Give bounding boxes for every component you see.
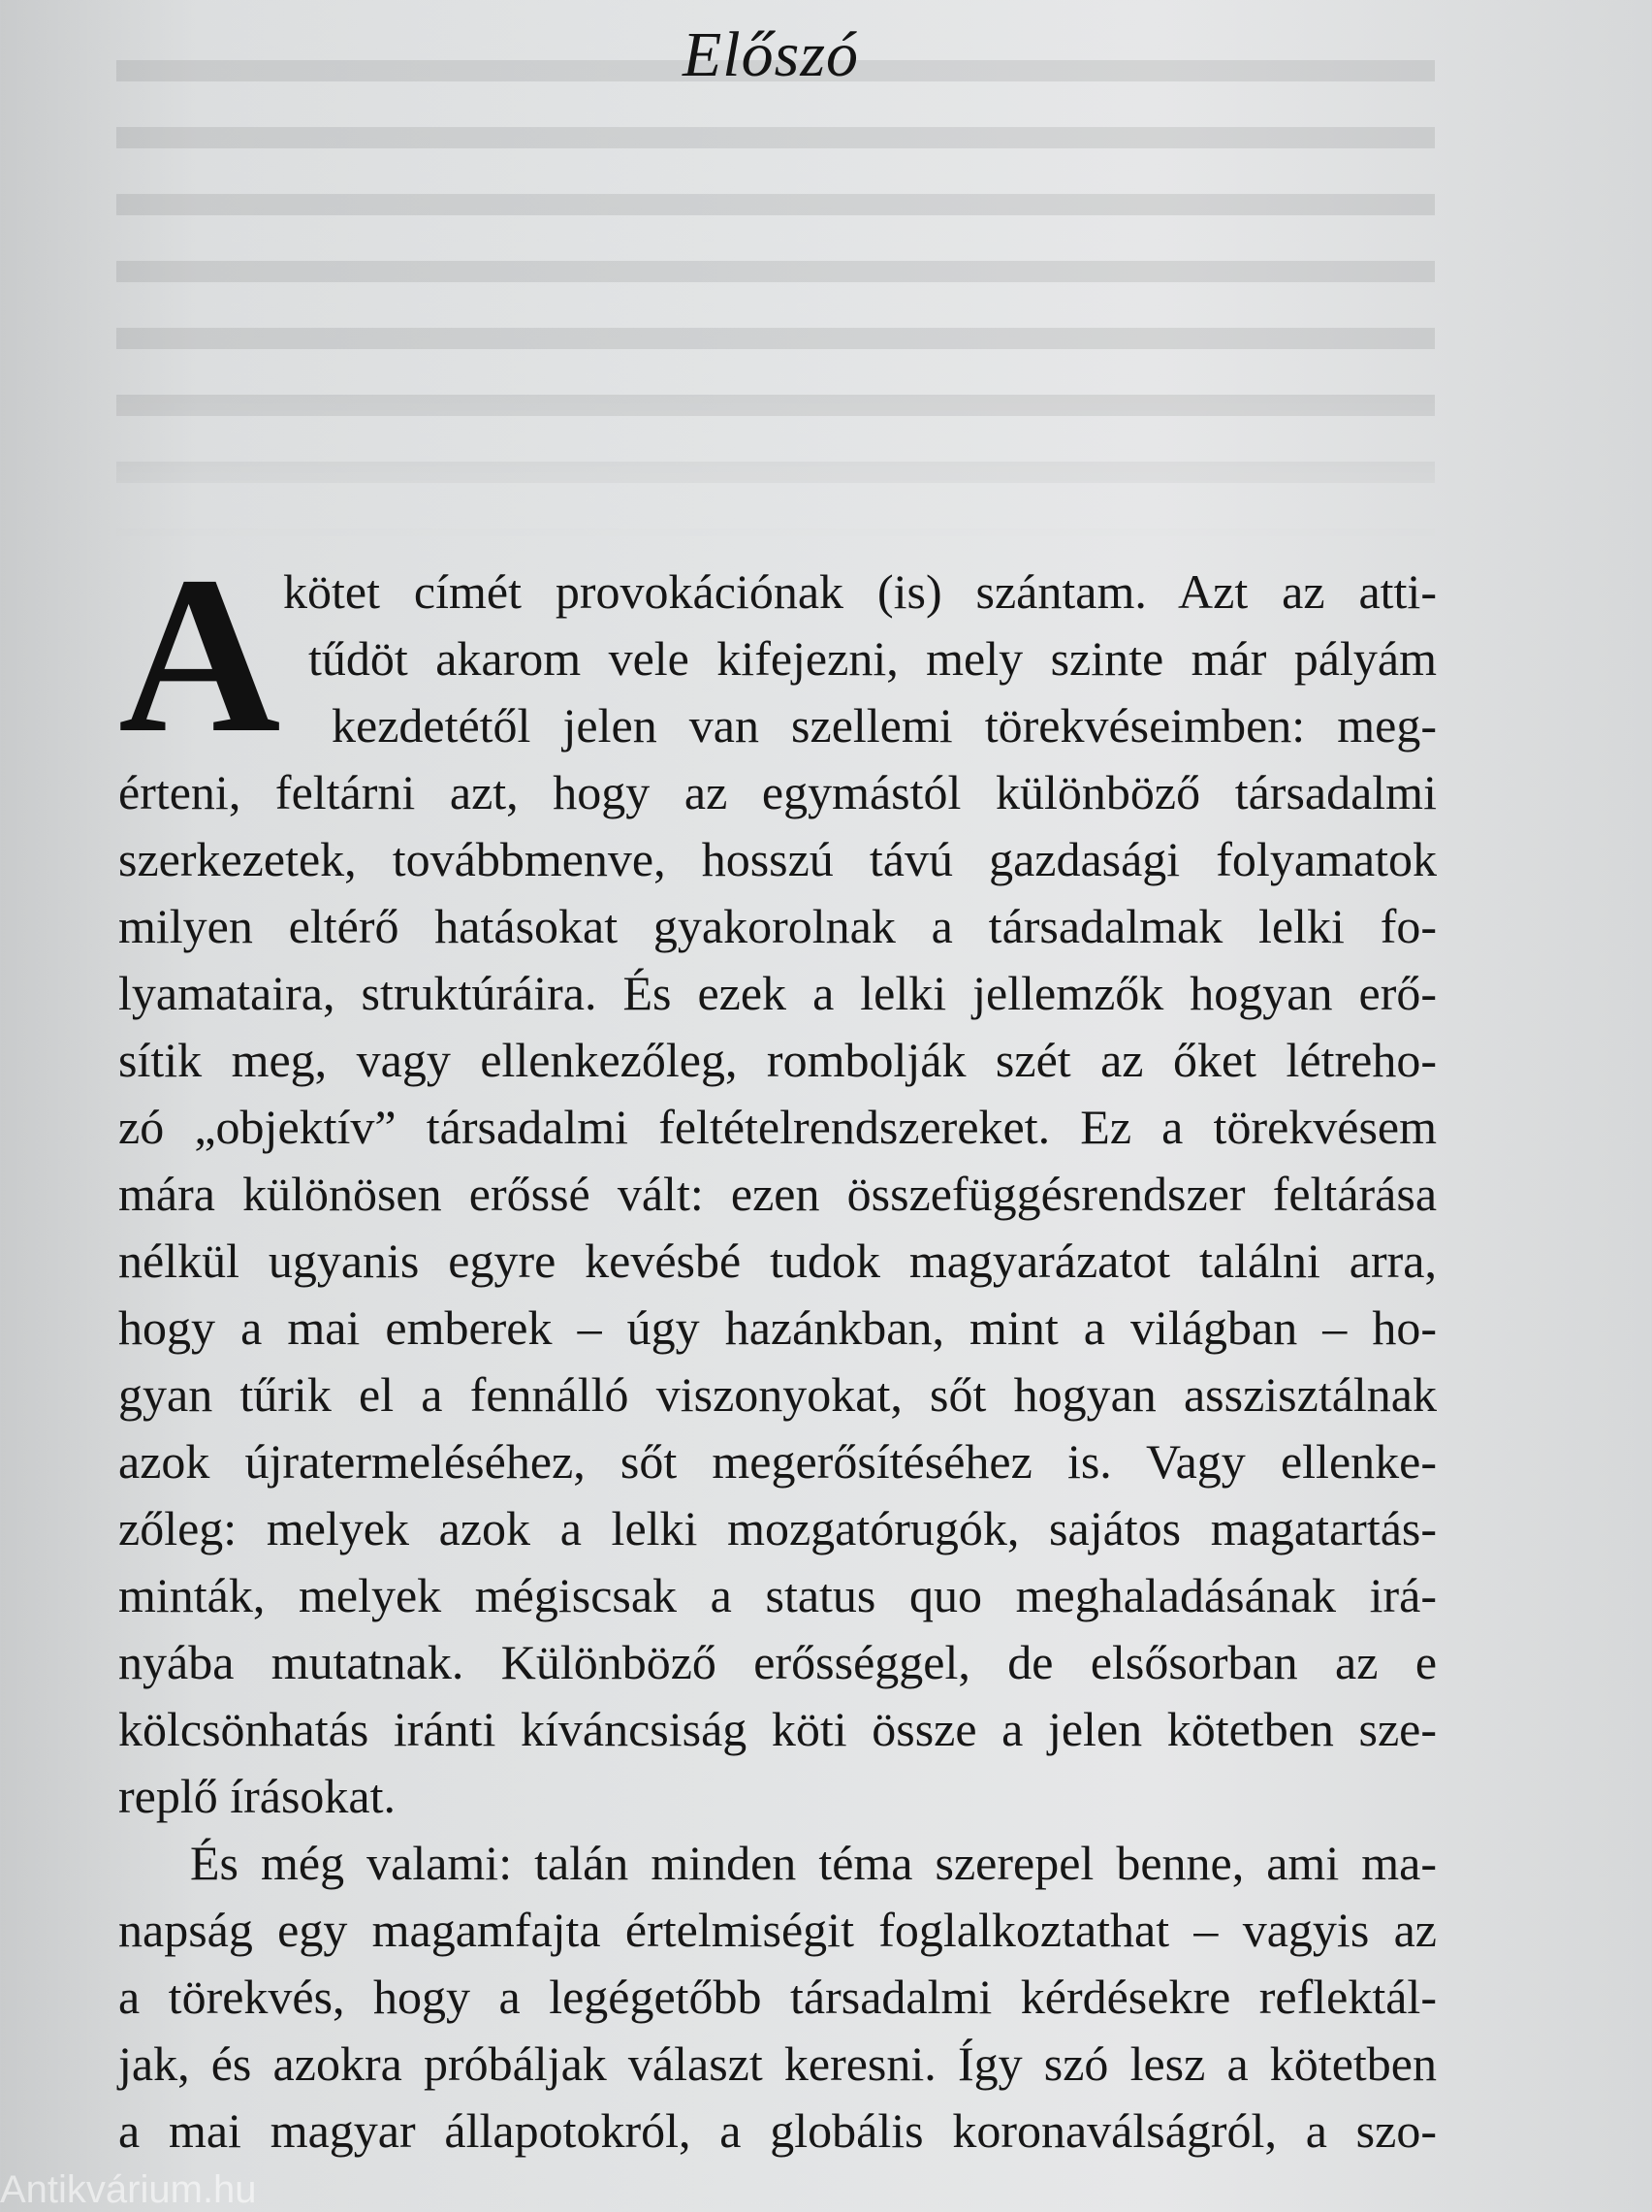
text-line: gyan tűrik el a fennálló viszonyokat, sőt hogyan asszisztálnak (118, 1367, 1437, 1422)
text-line: kötet címét provokációnak (is) szántam. Azt az atti- (283, 564, 1437, 619)
text-line: a törekvés, hogy a legégetőbb társadalmi kérdésekre reflektál- (118, 1970, 1437, 2024)
text-line: sítik meg, vagy ellenkezőleg, rombolják szét az őket létreho- (118, 1033, 1437, 1087)
text-line: zőleg: melyek azok a lelki mozgatórugók, sajátos magatartás- (118, 1501, 1438, 1555)
drop-cap: A (118, 530, 281, 780)
watermark: Antikvárium.hu (0, 2168, 257, 2211)
text-line: érteni, feltárni azt, hogy az egymástól különböző társadalmi (118, 765, 1437, 819)
text-line: replő írásokat. (118, 1769, 397, 1823)
text-line: zó „objektív” társadalmi feltételrendszereket. Ez a törekvésem (118, 1100, 1438, 1154)
text-line: azok újratermeléséhez, sőt megerősítéséhez is. Vagy ellenke- (118, 1434, 1437, 1489)
text-line: szerkezetek, továbbmenve, hosszú távú gazdasági folyamatok (118, 832, 1437, 886)
text-line: napság egy magamfajta értelmiségit foglalkoztathat – vagyis az (118, 1903, 1437, 1957)
text-line: milyen eltérő hatásokat gyakorolnak a társadalmak lelki fo- (118, 899, 1438, 953)
text-line: minták, melyek mégiscsak a status quo meghaladásának irá- (118, 1568, 1438, 1622)
text-line: nélkül ugyanis egyre kevésbé tudok magyarázatot találni arra, (118, 1234, 1437, 1288)
text-line: hogy a mai emberek – úgy hazánkban, mint a világban – ho- (118, 1300, 1438, 1355)
text-line: lyamataira, struktúráira. És ezek a lelki jellemzők hogyan erő- (118, 966, 1438, 1020)
show-through-text (116, 39, 1435, 543)
text-line: kezdetétől jelen van szellemi törekvéseimben: meg- (332, 698, 1437, 753)
text-line: És még valami: talán minden téma szerepel benne, ami ma- (190, 1836, 1437, 1890)
text-line: jak, és azokra próbáljak választ keresni. Így szó lesz a kötetben (118, 2036, 1437, 2091)
text-line: a mai magyar állapotokról, a globális koronaválságról, a szo- (118, 2103, 1437, 2158)
text-line: tűdöt akarom vele kifejezni, mely szinte már pályám (308, 631, 1437, 686)
text-line: nyába mutatnak. Különböző erősséggel, de elsősorban az e (118, 1635, 1438, 1689)
text-line: kölcsönhatás iránti kíváncsiság köti össze a jelen kötetben sze- (118, 1702, 1437, 1756)
page-title: Előszó (682, 19, 860, 90)
text-line: mára különösen erőssé vált: ezen összefüggésrendszer feltárása (118, 1167, 1438, 1221)
